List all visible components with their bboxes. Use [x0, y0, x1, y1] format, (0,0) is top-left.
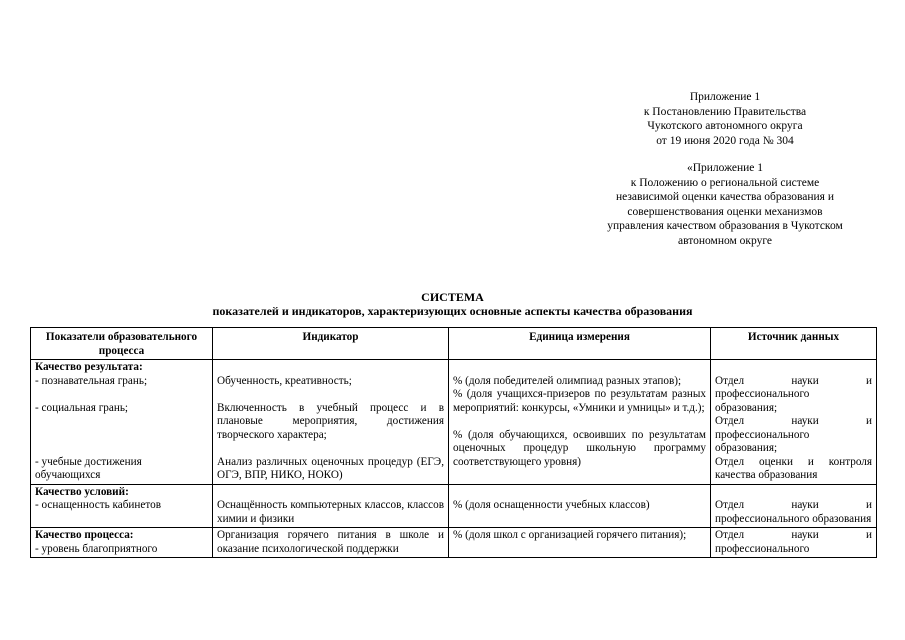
row-indicator: Анализ различных оценочных процедур (ЕГЭ, ОГЭ, ВПР, НИКО, НОКО)	[217, 455, 444, 481]
row-unit: % (доля учащихся-призеров по результатам разных мероприятий: конкурсы, «Умники и умницы» и т.д.);	[453, 388, 706, 414]
row-indicator-name: - оснащенность кабинетов	[35, 499, 161, 511]
cell-indicator-name	[31, 484, 213, 528]
appendix2-line: управления качеством образования в Чукотском	[607, 220, 843, 232]
header-unit: Единица измерения	[449, 328, 711, 360]
row-source: Отдел науки и профессионального	[715, 529, 872, 555]
appendix2-line: независимой оценки качества образования и	[615, 191, 835, 203]
row-source: Отдел науки и профессионального образования;	[715, 374, 872, 414]
cell-indicator	[213, 484, 449, 528]
appendix2-line: совершенствования оценки механизмов	[627, 205, 823, 218]
row-source: Отдел науки и профессионального образования	[715, 499, 872, 525]
row-indicator: Организация горячего питания в школе и оказание психологической поддержки	[217, 529, 444, 555]
header-indicator: Индикатор	[213, 328, 449, 360]
header-indicators: Показатели образовательного процесса	[31, 328, 213, 360]
table-row	[31, 484, 877, 528]
section-title: Качество условий:	[35, 485, 129, 498]
header-source: Источник данных	[711, 328, 877, 360]
appendix1-line: к Постановлению Правительства	[643, 105, 807, 118]
appendix2-line: «Приложение 1	[686, 162, 764, 174]
document-heading	[20, 290, 885, 318]
row-unit: % (доля обучающихся, освоивших по результатам оценочных процедур школьную программу соответствующего уровня)	[453, 428, 706, 468]
appendix1-line: Чукотского автономного округа	[647, 120, 803, 132]
row-indicator-name: - учебные достижения обучающихся	[35, 455, 142, 481]
cell-indicator-name	[31, 360, 213, 485]
appendix2-line: к Положению о региональной системе	[630, 176, 820, 189]
cell-unit	[449, 484, 711, 528]
row-indicator-name: - познавательная грань;	[35, 374, 148, 387]
indicators-table	[30, 327, 877, 558]
table-row	[31, 360, 877, 485]
cell-source	[711, 360, 877, 485]
appendix2-line: автономном округе	[677, 234, 773, 247]
table-header-row	[31, 328, 877, 360]
row-indicator: Оснащённость компьютерных классов, классов химии и физики	[217, 499, 444, 525]
cell-indicator	[213, 528, 449, 558]
cell-indicator-name	[31, 528, 213, 558]
row-unit: % (доля школ с организацией горячего питания);	[453, 529, 687, 541]
section-title: Качество процесса:	[35, 529, 134, 541]
heading-title: СИСТЕМА	[421, 290, 484, 304]
row-unit: % (доля победителей олимпиад разных этапов);	[453, 374, 682, 387]
appendix1-line: Приложение 1	[689, 91, 761, 103]
section-title: Качество результата:	[35, 361, 143, 373]
row-source: Отдел оценки и контроля качества образования	[715, 455, 872, 481]
heading-subtitle: показателей и индикаторов, характеризующих основные аспекты качества образования	[212, 304, 693, 318]
table-row	[31, 528, 877, 558]
appendix1-line: от 19 июня 2020 года № 304	[656, 134, 794, 147]
row-indicator-name: - социальная грань;	[35, 401, 129, 414]
cell-source	[711, 484, 877, 528]
row-unit: % (доля оснащенности учебных классов)	[453, 499, 650, 511]
row-source: Отдел науки и профессионального образования;	[715, 415, 872, 454]
cell-source	[711, 528, 877, 558]
row-indicator-name: - уровень благоприятного	[35, 542, 158, 555]
row-indicator: Включенность в учебный процесс и в плановые мероприятия, достижения творческого характера;	[217, 401, 444, 441]
cell-indicator	[213, 360, 449, 485]
row-indicator: Обученность, креативность;	[217, 374, 352, 387]
cell-unit	[449, 360, 711, 485]
cell-unit	[449, 528, 711, 558]
appendix-block	[555, 90, 895, 248]
